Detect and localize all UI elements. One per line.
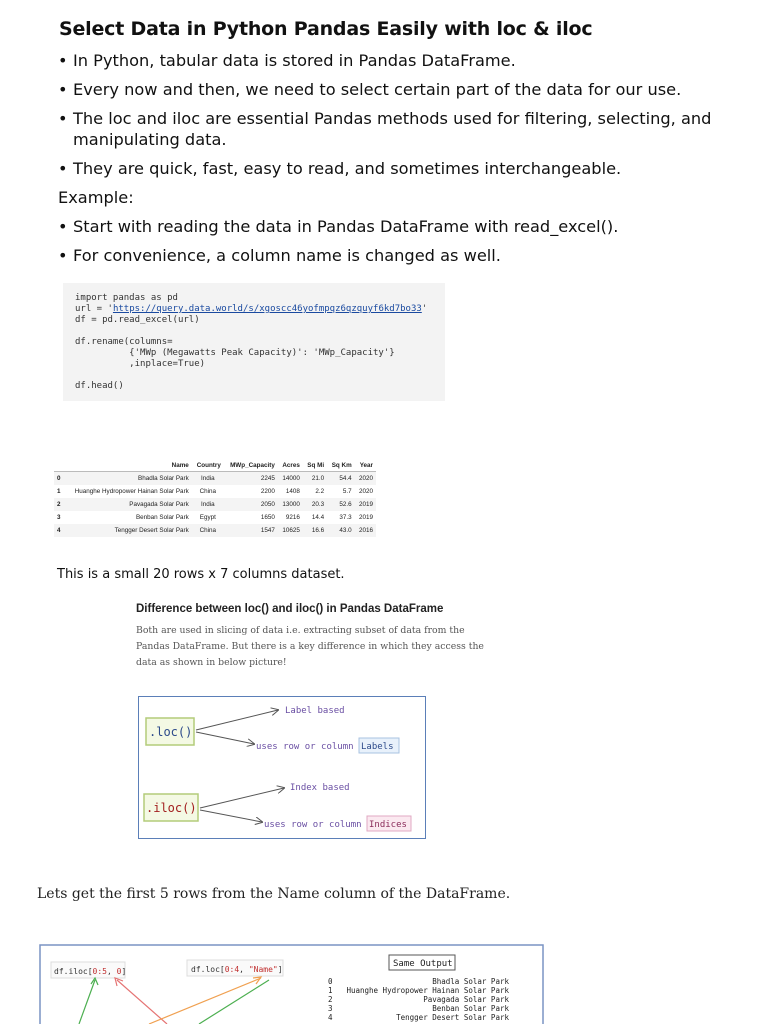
table-cell: 9216 — [285, 514, 300, 521]
table-cell: 2016 — [355, 524, 376, 537]
output-value: Benban Solar Park — [432, 1004, 509, 1013]
table-cell: Pavagada Solar Park — [64, 498, 192, 511]
table-cell: China — [199, 488, 217, 495]
same-output-diagram — [39, 944, 545, 1024]
indices-text: Indices — [369, 820, 407, 830]
table-cell: 37.3 — [339, 514, 352, 521]
code-line: ' — [421, 304, 428, 314]
table-cell: 2019 — [355, 498, 376, 511]
bullet-item: • Start with reading the data in Pandas DataFrame with read_excel(). — [58, 216, 718, 237]
table-cell: 3 — [57, 514, 61, 521]
table-row — [54, 511, 376, 524]
code-line: url = ' — [75, 304, 113, 314]
bullet-item: • In Python, tabular data is stored in Pandas DataFrame. — [58, 50, 718, 71]
dataset-caption: This is a small 20 rows x 7 columns dataset. — [57, 567, 345, 582]
loc-iloc-diagram — [138, 696, 428, 844]
table-cell: 0 — [54, 472, 64, 486]
same-output-label: Same Output — [393, 959, 453, 969]
table-header: Name — [64, 460, 192, 472]
panel-description: Both are used in slicing of data i.e. extracting subset of data from the Pandas DataFrame. But there is a key difference in which they access the data as shown in below picture! — [136, 625, 484, 668]
output-index: 3 — [328, 1004, 333, 1013]
dataframe-table — [54, 460, 376, 537]
loc-top-label: Label based — [285, 706, 345, 716]
table-row — [54, 472, 376, 486]
table-cell: Huanghe Hydropower Hainan Solar Park — [74, 488, 189, 495]
iloc-code: df.iloc[0:5, 0] — [54, 967, 127, 976]
lets-get-text: Lets get the first 5 rows from the Name column of the DataFrame. — [37, 886, 511, 902]
labels-text: Labels — [361, 742, 394, 752]
output-value: Bhadla Solar Park — [432, 977, 509, 986]
code-line: df.rename(columns= — [75, 337, 173, 347]
bullet-item: • They are quick, fast, easy to read, and sometimes interchangeable. — [58, 158, 718, 179]
table-row — [54, 524, 376, 537]
table-header: Country — [192, 460, 224, 472]
loc-code: df.loc[0:4, "Name"] — [191, 965, 283, 974]
table-cell: 20.3 — [303, 498, 327, 511]
table-header — [54, 460, 64, 472]
table-cell: 1650 — [260, 514, 275, 521]
table-header: Acres — [278, 460, 303, 472]
table-cell: 1 — [57, 488, 61, 495]
code-line: df = pd.read_excel(url) — [75, 315, 200, 325]
output-index: 4 — [328, 1013, 333, 1022]
code-block — [63, 283, 445, 401]
table-cell: 2050 — [224, 498, 278, 511]
table-cell: Egypt — [199, 514, 216, 521]
bullet-item: • Every now and then, we need to select certain part of the data for our use. — [58, 79, 718, 100]
table-cell: 14.4 — [311, 514, 325, 521]
table-cell: 2.2 — [315, 488, 325, 495]
table-cell: 2019 — [358, 514, 373, 521]
table-cell: 2 — [54, 498, 64, 511]
table-cell: India — [192, 498, 224, 511]
iloc-top-label: Index based — [290, 783, 350, 793]
panel-title: Difference between loc() and iloc() in Pandas DataFrame — [136, 603, 444, 615]
code-line: {'MWp (Megawatts Peak Capacity)': 'MWp_Capacity'} — [75, 348, 395, 358]
output-index: 2 — [328, 995, 333, 1004]
table-cell: 43.0 — [327, 524, 355, 537]
dataset-url-link[interactable]: https://query.data.world/s/xgoscc46yofmpqz6qzquyf6kd7bo33 — [112, 304, 422, 314]
table-cell: 13000 — [278, 498, 303, 511]
table-cell: 14000 — [278, 472, 303, 486]
code-line: ,inplace=True) — [75, 359, 206, 369]
table-header-row — [54, 460, 376, 472]
bullet-item: • For convenience, a column name is changed as well. — [58, 245, 718, 266]
table-header: Sq Mi — [303, 460, 327, 472]
code-line: df.head() — [75, 381, 124, 391]
table-header: MWp_Capacity — [224, 460, 278, 472]
loc-label: .loc() — [149, 725, 193, 739]
output-index: 0 — [328, 977, 333, 986]
intro-bullets — [58, 50, 718, 274]
table-cell: 2020 — [355, 472, 376, 486]
page-title: Select Data in Python Pandas Easily with loc & iloc — [59, 18, 593, 40]
bullet-item: • The loc and iloc are essential Pandas methods used for filtering, selecting, and manipulating data. — [58, 108, 718, 150]
table-cell: India — [192, 472, 224, 486]
table-cell: 1408 — [285, 488, 300, 495]
table-cell: 10625 — [278, 524, 303, 537]
table-cell: 4 — [54, 524, 64, 537]
table-row — [54, 485, 376, 498]
table-cell: 2245 — [224, 472, 278, 486]
table-cell: Benban Solar Park — [135, 514, 189, 521]
code-line: import pandas as pd — [75, 293, 178, 303]
table-cell: 2020 — [358, 488, 373, 495]
table-cell: 52.6 — [327, 498, 355, 511]
table-cell: 16.6 — [303, 524, 327, 537]
iloc-label: .iloc() — [146, 801, 197, 815]
table-cell: 5.7 — [342, 488, 352, 495]
output-value: Pavagada Solar Park — [423, 995, 509, 1004]
table-header: Sq Km — [327, 460, 355, 472]
table-header: Year — [355, 460, 376, 472]
table-cell: 21.0 — [303, 472, 327, 486]
table-cell: 2200 — [260, 488, 275, 495]
output-value: Huanghe Hydropower Hainan Solar Park — [346, 986, 509, 995]
table-cell: 1547 — [224, 524, 278, 537]
table-cell: Tengger Desert Solar Park — [64, 524, 192, 537]
table-row — [54, 498, 376, 511]
table-cell: China — [192, 524, 224, 537]
output-index: 1 — [328, 986, 333, 995]
example-label: Example: — [58, 188, 134, 207]
table-cell: 54.4 — [327, 472, 355, 486]
loc-bottom-label: uses row or column — [256, 742, 354, 752]
iloc-bottom-label: uses row or column — [264, 820, 362, 830]
table-cell: Bhadla Solar Park — [64, 472, 192, 486]
output-value: Tengger Desert Solar Park — [396, 1013, 509, 1022]
